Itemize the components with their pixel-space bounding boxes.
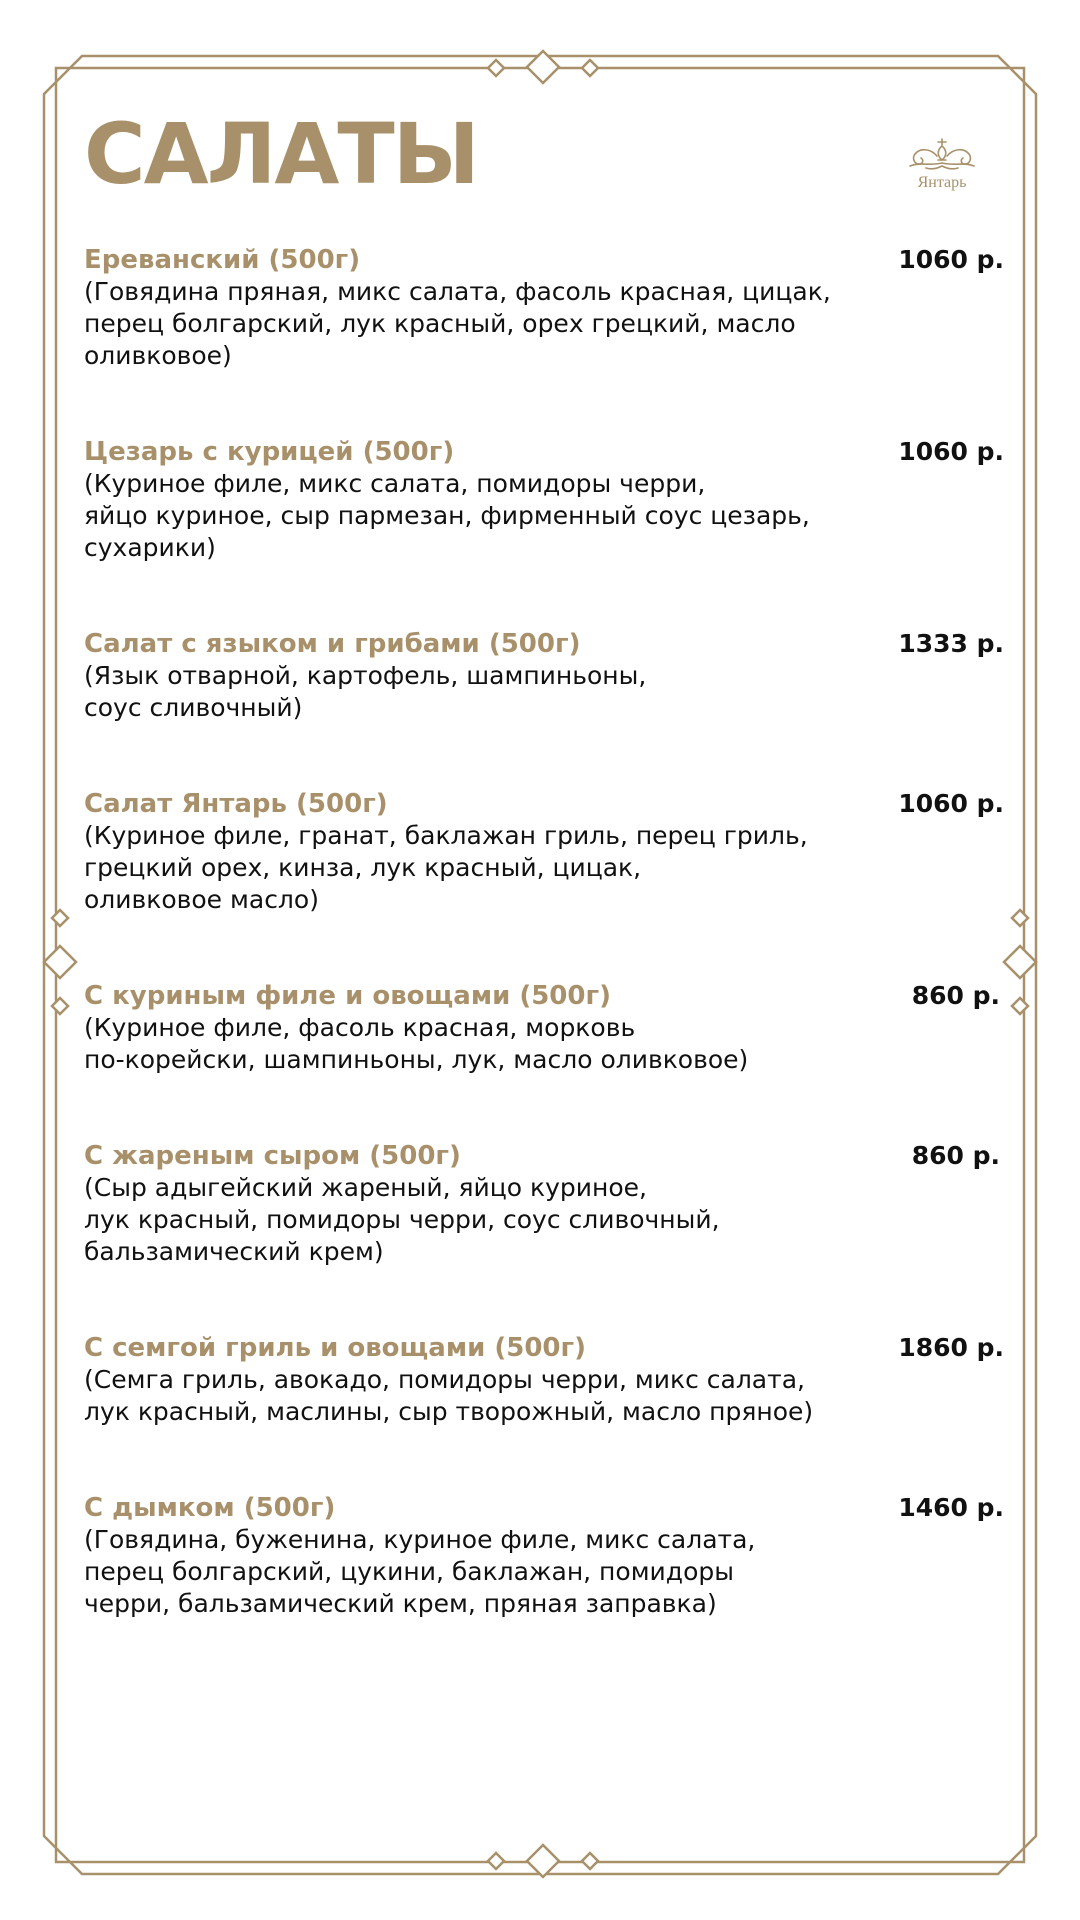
restaurant-logo [904, 136, 980, 194]
menu-item [84, 1492, 1004, 1620]
item-price: 1860 р. [898, 1333, 1004, 1362]
menu-item [84, 244, 1004, 372]
item-description-line: (Язык отварной, картофель, шампиньоны, [84, 661, 647, 690]
item-description-line: перец болгарский, цукини, баклажан, помидоры [84, 1557, 734, 1586]
item-description-line: (Говядина, буженина, куриное филе, микс салата, [84, 1525, 756, 1554]
item-name: Ереванский (500г) [84, 245, 361, 275]
item-name: Салат Янтарь (500г) [84, 789, 388, 819]
item-description-line: соус сливочный) [84, 693, 303, 722]
item-description-line: сухарики) [84, 533, 216, 562]
item-description-line: перец болгарский, лук красный, орех грецкий, масло [84, 309, 796, 338]
menu-item [84, 1140, 1004, 1268]
item-name: С жареным сыром (500г) [84, 1141, 461, 1171]
page-title: САЛАТЫ [84, 105, 478, 203]
item-description-line: оливковое) [84, 341, 232, 370]
item-price: 1060 р. [898, 789, 1004, 818]
menu-item [84, 980, 1004, 1076]
item-description-line: по-корейски, шампиньоны, лук, масло оливковое) [84, 1045, 749, 1074]
item-description [84, 660, 884, 724]
item-description [84, 468, 884, 564]
item-description-line: (Сыр адыгейский жареный, яйцо куриное, [84, 1173, 648, 1202]
logo-text: Янтарь [917, 174, 967, 191]
item-price: 1060 р. [898, 437, 1004, 466]
item-price: 1333 р. [898, 629, 1004, 658]
item-price: 1060 р. [898, 245, 1004, 274]
item-description-line: бальзамический крем) [84, 1237, 384, 1266]
item-description [84, 1012, 884, 1076]
item-description [84, 1364, 884, 1428]
menu-item [84, 1332, 1004, 1428]
menu-item [84, 628, 1004, 724]
item-name: С семгой гриль и овощами (500г) [84, 1333, 586, 1363]
menu-item [84, 788, 1004, 916]
item-description-line: (Куриное филе, микс салата, помидоры черри, [84, 469, 706, 498]
item-description [84, 1172, 884, 1268]
menu-item [84, 436, 1004, 564]
item-description-line: лук красный, помидоры черри, соус сливочный, [84, 1205, 720, 1234]
item-description-line: яйцо куриное, сыр пармезан, фирменный соус цезарь, [84, 501, 810, 530]
item-description [84, 276, 884, 372]
item-description-line: (Куриное филе, фасоль красная, морковь [84, 1013, 636, 1042]
item-name: Салат с языком и грибами (500г) [84, 629, 581, 659]
item-description-line: (Семга гриль, авокадо, помидоры черри, микс салата, [84, 1365, 805, 1394]
item-name: С дымком (500г) [84, 1493, 336, 1523]
item-name: Цезарь с курицей (500г) [84, 437, 455, 467]
amber-crown-ornament-icon [904, 136, 980, 176]
item-description-line: оливковое масло) [84, 885, 319, 914]
item-price: 860 р. [911, 1141, 1000, 1170]
item-description-line: грецкий орех, кинза, лук красный, цицак, [84, 853, 642, 882]
item-description-line: лук красный, маслины, сыр творожный, масло пряное) [84, 1397, 814, 1426]
item-price: 860 р. [911, 981, 1000, 1010]
item-description [84, 1524, 884, 1620]
item-description-line: (Куриное филе, гранат, баклажан гриль, перец гриль, [84, 821, 808, 850]
item-description-line: (Говядина пряная, микс салата, фасоль красная, цицак, [84, 277, 831, 306]
item-name: С куриным филе и овощами (500г) [84, 981, 611, 1011]
item-description-line: черри, бальзамический крем, пряная заправка) [84, 1589, 717, 1618]
item-description [84, 820, 884, 916]
item-price: 1460 р. [898, 1493, 1004, 1522]
